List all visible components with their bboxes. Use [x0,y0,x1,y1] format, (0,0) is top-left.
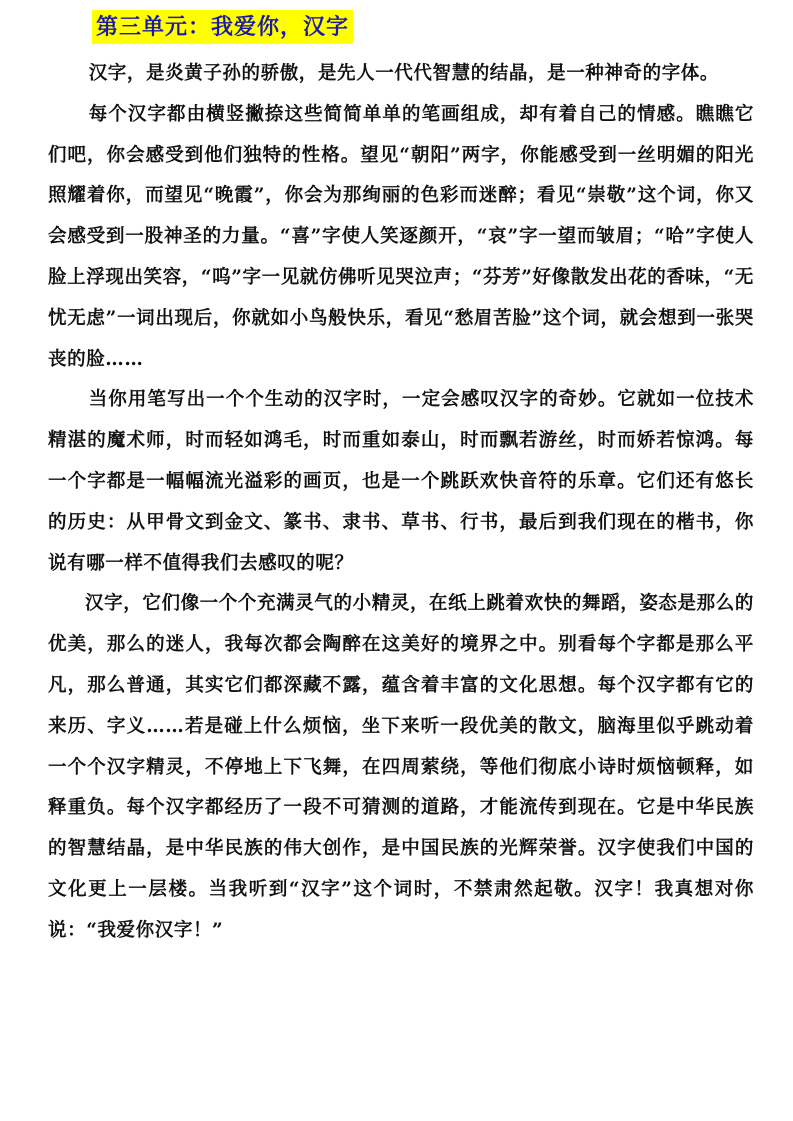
paragraph-4: 汉字，它们像一个个充满灵气的小精灵，在纸上跳着欢快的舞蹈，姿态是那么的优美，那么的迷人，我每次都会陶醉在这美好的境界之中。别看每个字都是那么平凡，那么普通，其实它们都深藏不露，蕴含着丰富的文化思想。每个汉字都有它的来历、字义……若是碰上什么烦恼，坐下来听一段优美的散文，脑海里似乎跳动着一个个汉字精灵，不停地上下飞舞，在四周萦绕，等他们彻底小诗时烦恼顿释，如释重负。每个汉字都经历了一段不可猜测的道路，才能流传到现在。它是中华民族的智慧结晶，是中华民族的伟大创作，是中国民族的光辉荣誉。汉字使我们中国的文化更上一层楼。当我听到“汉字”这个词时，不禁肃然起敬。汉字！我真想对你说：“我爱你汉字！” [48,593,754,941]
essay-body [48,54,754,952]
title-block [92,8,353,46]
page-title: 第三单元：我爱你，汉字 [92,10,353,44]
paragraph-2: 每个汉字都由横竖撇捺这些简简单单的笔画组成，却有着自己的情感。瞧瞧它们吧，你会感受到他们独特的性格。望见“朝阳”两字，你能感受到一丝明媚的阳光照耀着你，而望见“晚霞”，你会为那绚丽的色彩而迷醉；看见“崇敬”这个词，你又会感受到一股神圣的力量。“喜”字使人笑逐颜开，“哀”字一望而皱眉；“哈”字使人脸上浮现出笑容，“呜”字一见就仿佛听见哭泣声；“芬芳”好像散发出花的香味，“无忧无虑”一词出现后，你就如小鸟般快乐，看见“愁眉苦脸”这个词，就会想到一张哭丧的脸…… [48,103,754,370]
paragraph-3: 当你用笔写出一个个生动的汉字时，一定会感叹汉字的奇妙。它就如一位技术精湛的魔术师，时而轻如鸿毛，时而重如泰山，时而飘若游丝，时而娇若惊鸿。每一个字都是一幅幅流光溢彩的画页，也是一个跳跃欢快音符的乐章。它们还有悠长的历史：从甲骨文到金文、篆书、隶书、草书、行书，最后到我们现在的楷书，你说有哪一样不值得我们去感叹的呢？ [48,389,754,574]
paragraph-1: 汉字，是炎黄子孙的骄傲，是先人一代代智慧的结晶，是一种神奇的字体。 [88,63,719,84]
